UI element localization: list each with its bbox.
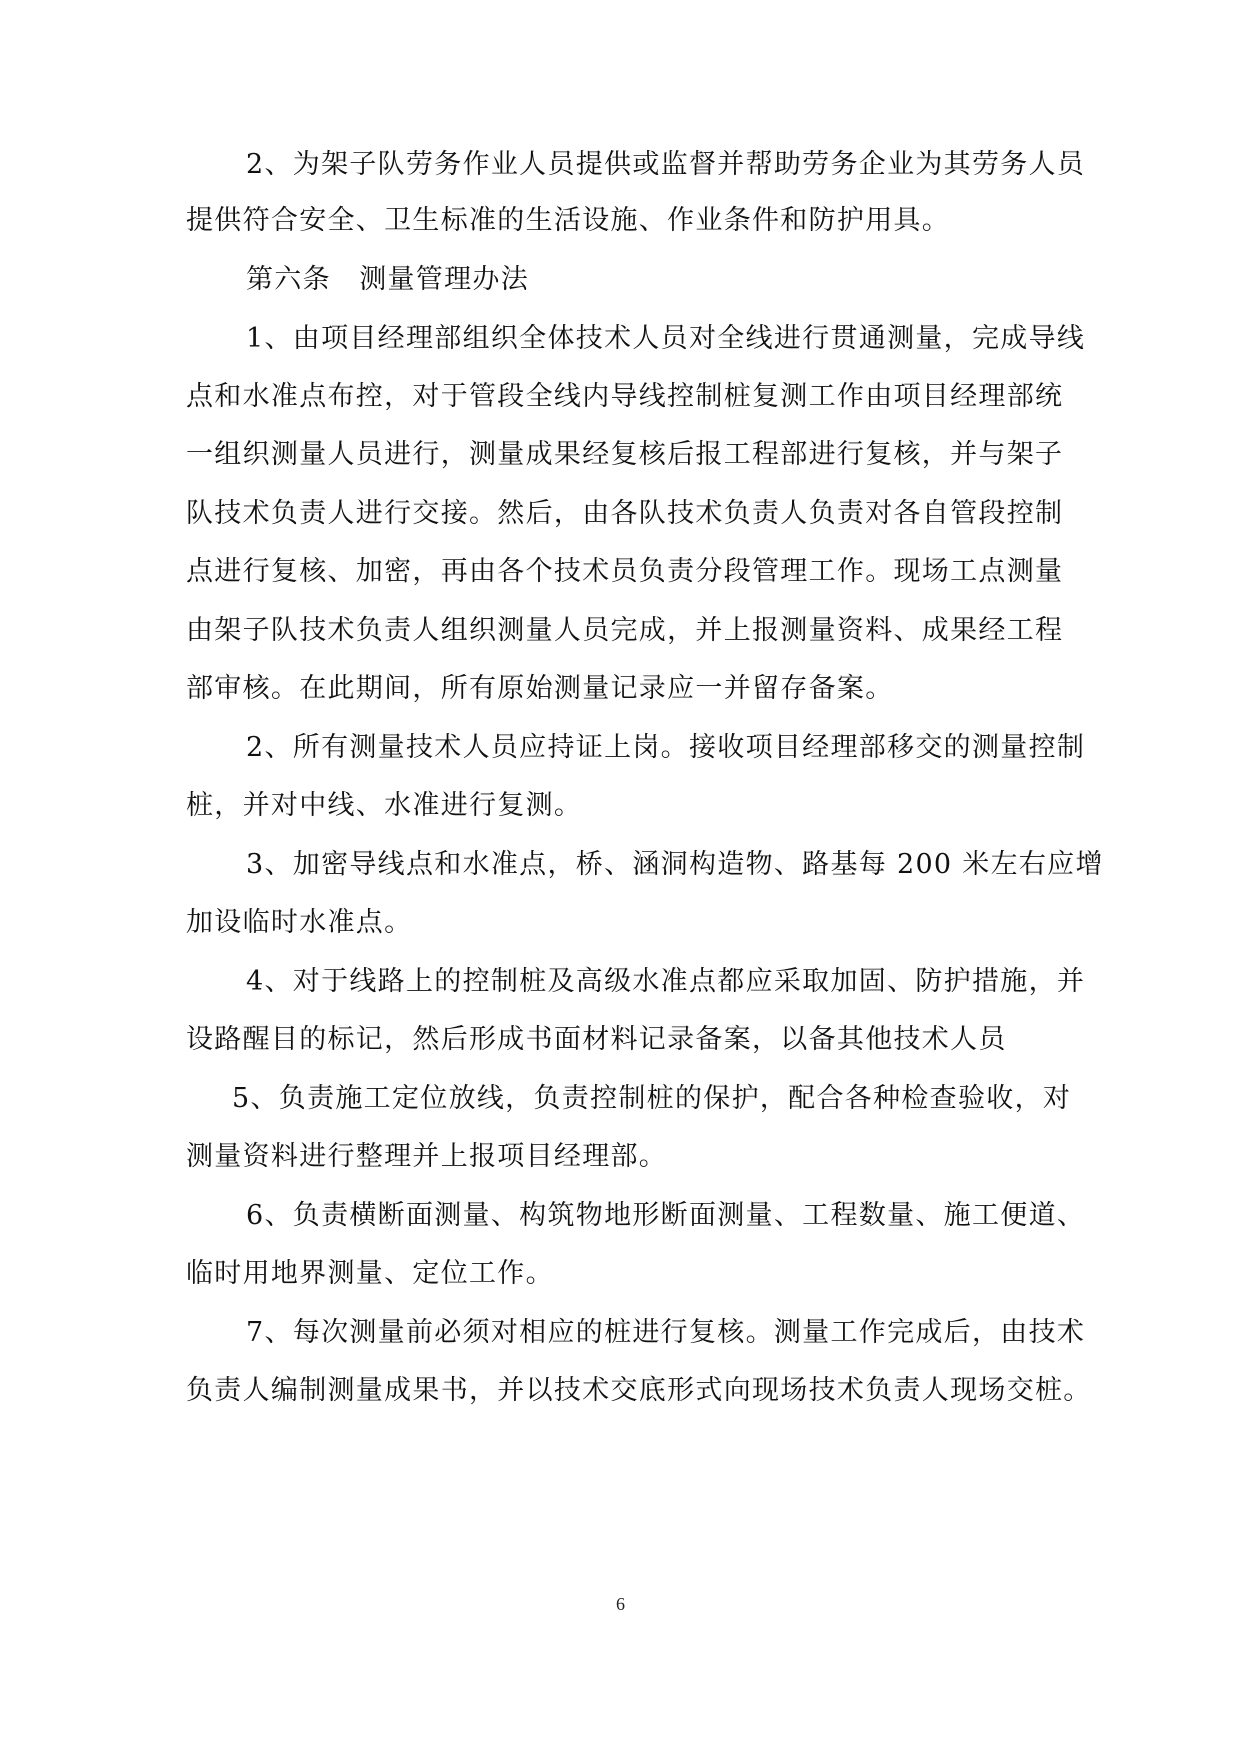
- paragraph-line: 2、所有测量技术人员应持证上岗。接收项目经理部移交的测量控制: [246, 732, 1086, 763]
- paragraph-line: 桩，并对中线、水准进行复测。: [186, 790, 583, 821]
- paragraph-line: 点进行复核、加密，再由各个技术员负责分段管理工作。现场工点测量: [186, 556, 1064, 587]
- paragraph-line: 5、负责施工定位放线，负责控制桩的保护，配合各种检查验收，对: [232, 1083, 1072, 1114]
- paragraph-line: 队技术负责人进行交接。然后，由各队技术负责人负责对各自管段控制: [186, 498, 1064, 529]
- paragraph-line: 设路醒目的标记，然后形成书面材料记录备案，以备其他技术人员: [186, 1024, 1007, 1055]
- section-heading: 第六条 测量管理办法: [246, 264, 529, 295]
- paragraph-line: 测量资料进行整理并上报项目经理部。: [186, 1141, 668, 1172]
- paragraph-line: 3、加密导线点和水准点，桥、涵洞构造物、路基每 200 米左右应增: [246, 849, 1104, 880]
- paragraph-line: 2、为架子队劳务作业人员提供或监督并帮助劳务企业为其劳务人员: [246, 149, 1086, 180]
- paragraph-line: 加设临时水准点。: [186, 907, 413, 938]
- page-number: 6: [616, 1594, 625, 1614]
- paragraph-line: 4、对于线路上的控制桩及高级水准点都应采取加固、防护措施，并: [246, 966, 1086, 997]
- paragraph-line: 部审核。在此期间，所有原始测量记录应一并留存备案。: [186, 673, 894, 704]
- paragraph-line: 1、由项目经理部组织全体技术人员对全线进行贯通测量，完成导线: [246, 323, 1086, 354]
- paragraph-line: 6、负责横断面测量、构筑物地形断面测量、工程数量、施工便道、: [246, 1200, 1086, 1231]
- paragraph-line: 7、每次测量前必须对相应的桩进行复核。测量工作完成后，由技术: [246, 1317, 1086, 1348]
- paragraph-line: 一组织测量人员进行，测量成果经复核后报工程部进行复核，并与架子: [186, 439, 1064, 470]
- paragraph-line: 临时用地界测量、定位工作。: [186, 1258, 554, 1289]
- paragraph-line: 点和水准点布控，对于管段全线内导线控制桩复测工作由项目经理部统: [186, 381, 1064, 412]
- paragraph-line: 由架子队技术负责人组织测量人员完成，并上报测量资料、成果经工程: [186, 615, 1064, 646]
- paragraph-line: 提供符合安全、卫生标准的生活设施、作业条件和防护用具。: [186, 205, 951, 236]
- paragraph-line: 负责人编制测量成果书，并以技术交底形式向现场技术负责人现场交桩。: [186, 1375, 1092, 1406]
